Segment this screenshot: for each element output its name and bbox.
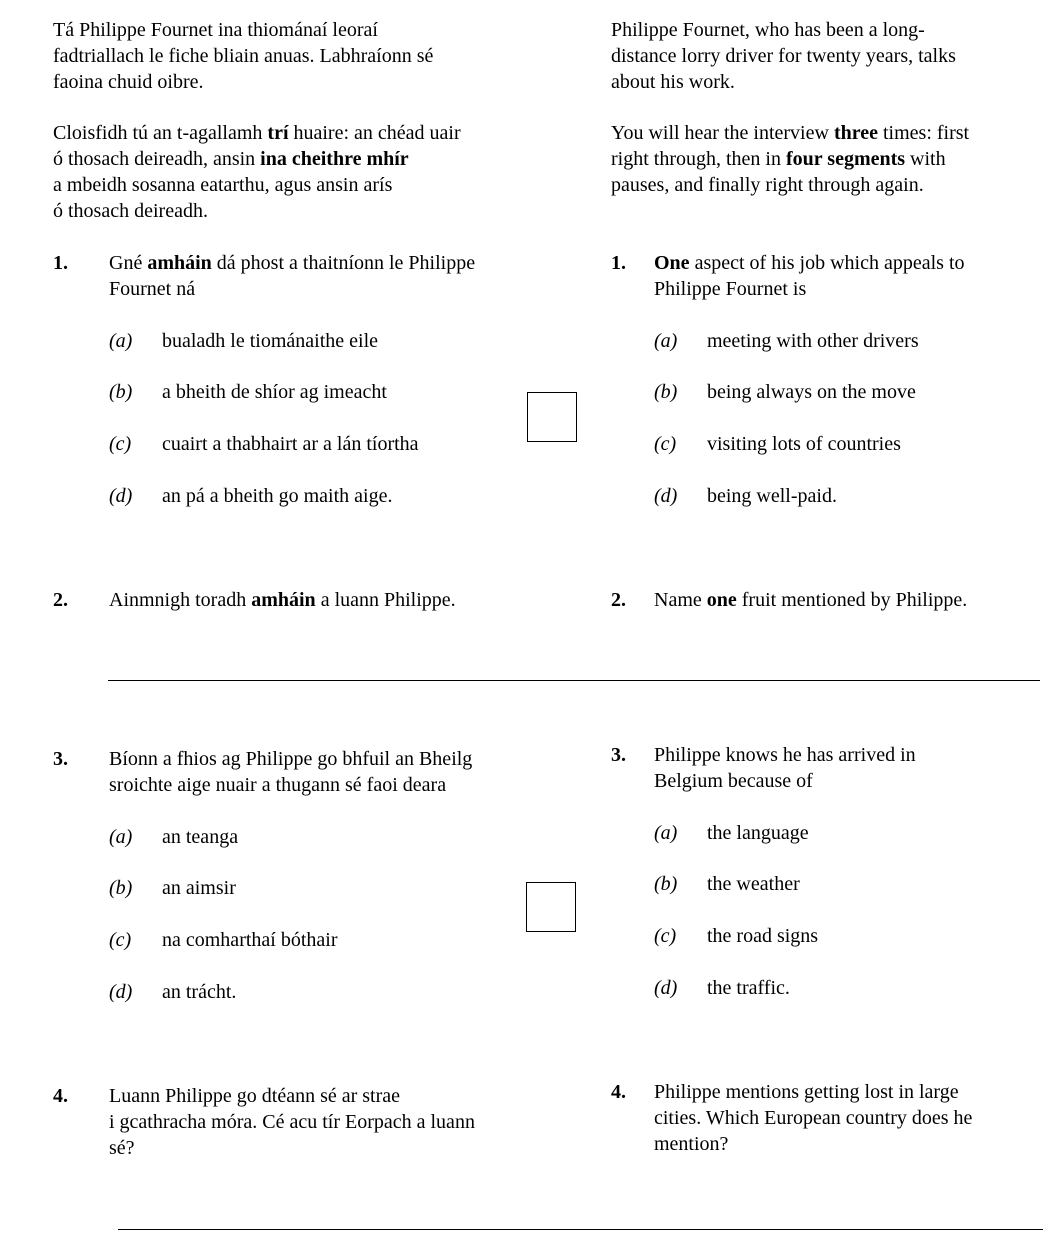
q3-option-b-ga: an aimsir bbox=[162, 877, 236, 899]
intro-ga-paragraph-1: Tá Philippe Fournet ina thiománaí leoraí fadtriallach le fiche bliain anuas. Labhraíonn sé faoina chuid oibre. bbox=[53, 19, 434, 93]
q3-option-c-ga: na comharthaí bóthair bbox=[162, 929, 338, 951]
q3-number-ga: 3. bbox=[53, 748, 68, 770]
q4-number-en: 4. bbox=[611, 1081, 626, 1103]
q3-option-d-en: the traffic. bbox=[707, 977, 790, 999]
q1-text-ga: Gné amháin dá phost a thaitníonn le Philippe Fournet ná bbox=[109, 252, 476, 300]
q1-option-c-en: visiting lots of countries bbox=[707, 433, 901, 455]
q2-answer-line[interactable] bbox=[108, 680, 1040, 681]
q3-number-en: 3. bbox=[611, 744, 626, 766]
q1-option-b-letter-en: (b) bbox=[654, 381, 678, 403]
q1-option-a-en: meeting with other drivers bbox=[707, 330, 919, 352]
q1-answer-box[interactable] bbox=[527, 392, 577, 442]
q2-text-ga: Ainmnigh toradh amháin a luann Philippe. bbox=[109, 589, 456, 611]
q3-option-a-letter-ga: (a) bbox=[109, 826, 133, 848]
q3-option-c-en: the road signs bbox=[707, 925, 819, 947]
q3-option-b-letter-ga: (b) bbox=[109, 877, 133, 899]
q2-number-en: 2. bbox=[611, 589, 626, 611]
q3-answer-box[interactable] bbox=[526, 882, 576, 932]
q4-answer-line[interactable] bbox=[118, 1229, 1043, 1230]
q1-number-ga: 1. bbox=[53, 252, 68, 274]
q3-option-a-letter-en: (a) bbox=[654, 822, 678, 844]
q1-option-d-letter-ga: (d) bbox=[109, 485, 133, 507]
q1-number-en: 1. bbox=[611, 252, 626, 274]
q3-option-d-ga: an trácht. bbox=[162, 981, 237, 1003]
q1-option-a-letter-ga: (a) bbox=[109, 330, 133, 352]
q2-number-ga: 2. bbox=[53, 589, 68, 611]
intro-en-paragraph-1: Philippe Fournet, who has been a long- distance lorry driver for twenty years, talks about his work. bbox=[611, 19, 956, 93]
q1-option-d-ga: an pá a bheith go maith aige. bbox=[162, 485, 393, 507]
q1-text-en: One aspect of his job which appeals to Philippe Fournet is bbox=[654, 252, 965, 300]
q1-option-a-letter-en: (a) bbox=[654, 330, 678, 352]
intro-ga-paragraph-2: Cloisfidh tú an t-agallamh trí huaire: an chéad uair ó thosach deireadh, ansin ina cheithre mhír a mbeidh sosanna eatarthu, agus ansin arís ó thosach deireadh. bbox=[53, 122, 461, 222]
q3-option-d-letter-en: (d) bbox=[654, 977, 678, 999]
q3-option-b-en: the weather bbox=[707, 873, 800, 895]
q4-text-en: Philippe mentions getting lost in large cities. Which European country does he mention? bbox=[654, 1081, 973, 1155]
q3-option-d-letter-ga: (d) bbox=[109, 981, 133, 1003]
q1-option-c-letter-en: (c) bbox=[654, 433, 677, 455]
q3-option-b-letter-en: (b) bbox=[654, 873, 678, 895]
q1-option-c-letter-ga: (c) bbox=[109, 433, 132, 455]
q1-option-d-en: being well-paid. bbox=[707, 485, 837, 507]
q4-number-ga: 4. bbox=[53, 1085, 68, 1107]
q3-option-a-ga: an teanga bbox=[162, 826, 239, 848]
q1-option-b-letter-ga: (b) bbox=[109, 381, 133, 403]
q1-option-a-ga: bualadh le tiománaithe eile bbox=[162, 330, 379, 352]
q3-text-ga: Bíonn a fhios ag Philippe go bhfuil an Bheilg sroichte aige nuair a thugann sé faoi deara bbox=[109, 748, 473, 796]
intro-en-paragraph-2: You will hear the interview three times: first right through, then in four segments with pauses, and finally right through again. bbox=[611, 122, 970, 196]
q3-text-en: Philippe knows he has arrived in Belgium because of bbox=[654, 744, 916, 792]
q3-option-c-letter-en: (c) bbox=[654, 925, 677, 947]
q2-text-en: Name one fruit mentioned by Philippe. bbox=[654, 589, 968, 611]
q4-text-ga: Luann Philippe go dtéann sé ar strae i gcathracha móra. Cé acu tír Eorpach a luann sé? bbox=[109, 1085, 475, 1159]
q1-option-b-ga: a bheith de shíor ag imeacht bbox=[162, 381, 387, 403]
q1-option-b-en: being always on the move bbox=[707, 381, 916, 403]
q1-option-d-letter-en: (d) bbox=[654, 485, 678, 507]
q3-option-c-letter-ga: (c) bbox=[109, 929, 132, 951]
q3-option-a-en: the language bbox=[707, 822, 809, 844]
q1-option-c-ga: cuairt a thabhairt ar a lán tíortha bbox=[162, 433, 419, 455]
